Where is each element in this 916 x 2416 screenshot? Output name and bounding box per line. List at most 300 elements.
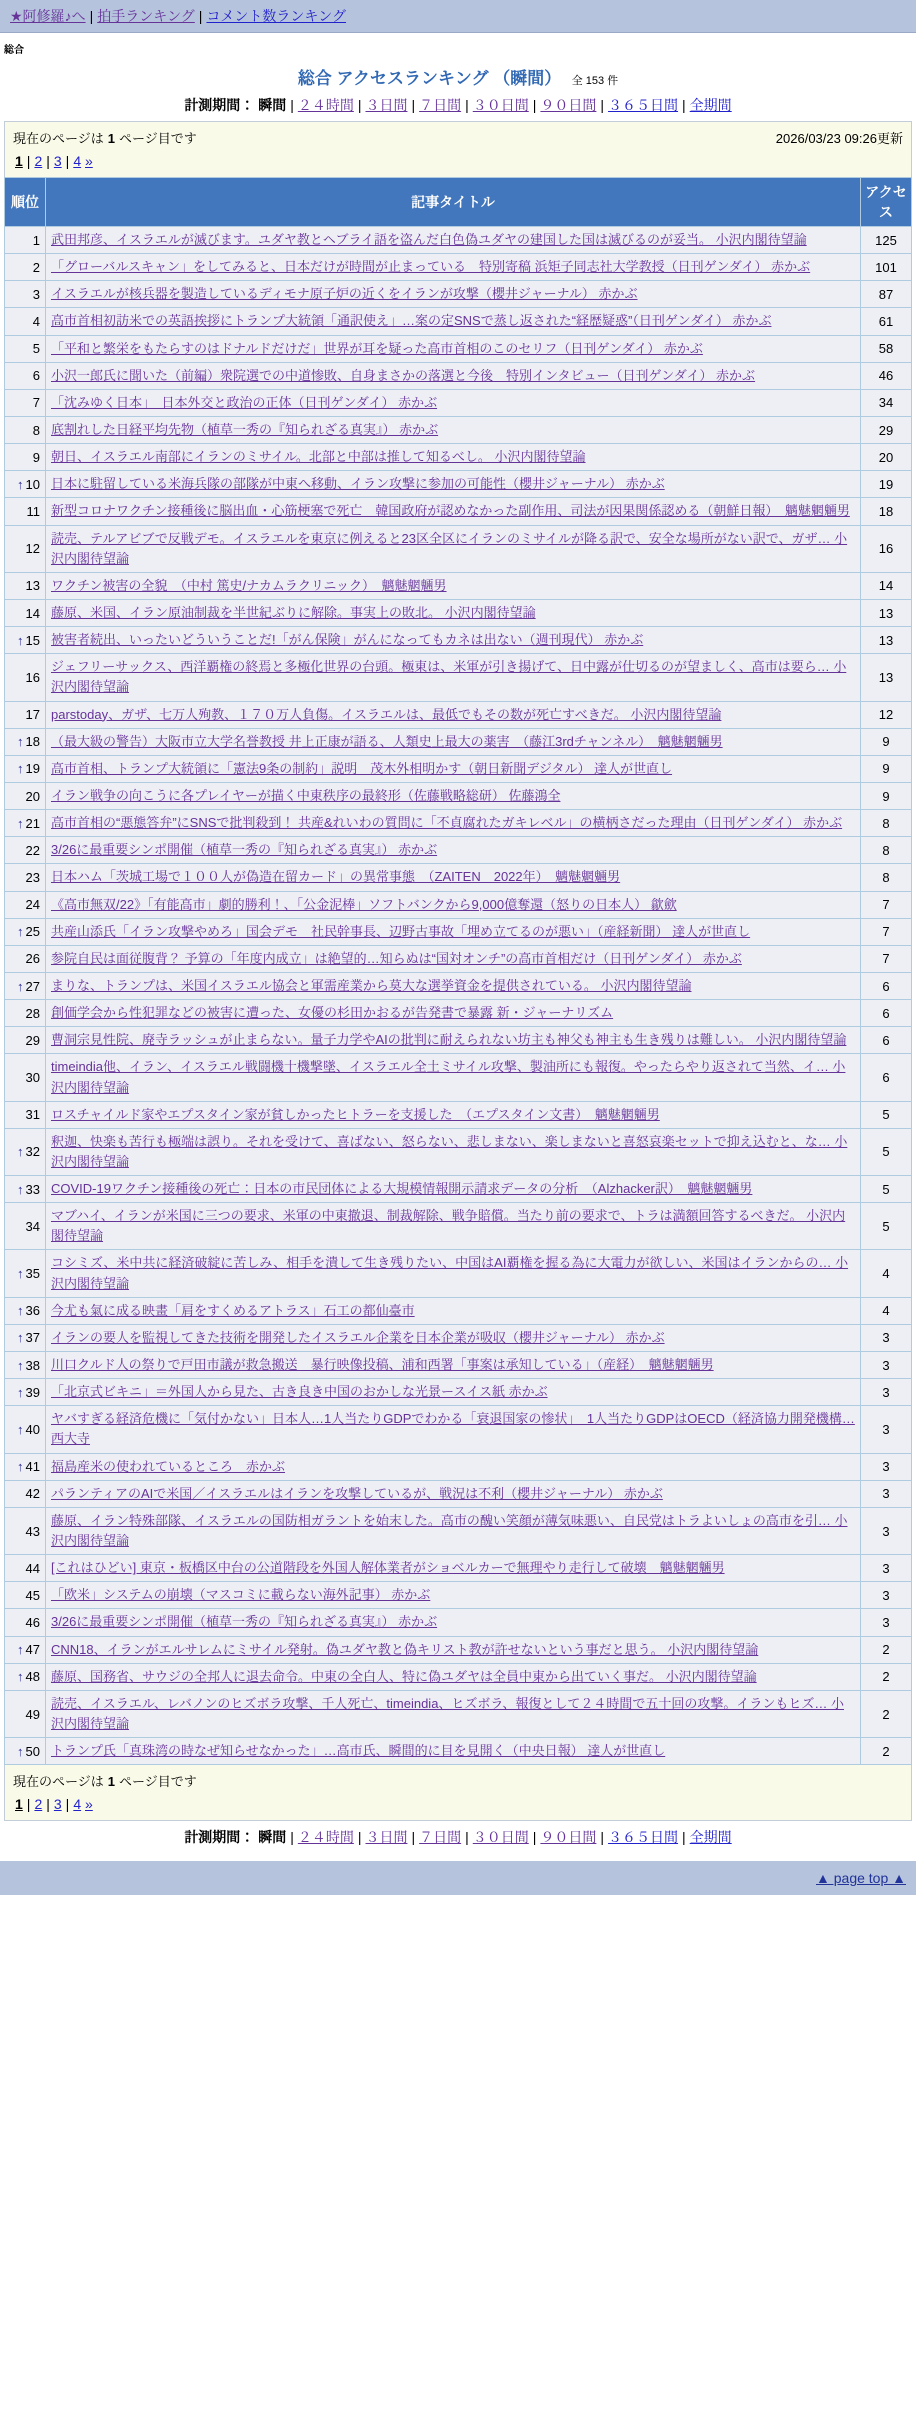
article-link[interactable]: 読売、イスラエル、レバノンのヒズボラ攻撃、千人死亡、timeindia、ヒズボラ、報復として２４時間で五十回の攻撃。イランもヒズ… 小沢内閣待望論: [51, 1695, 844, 1732]
table-row: [5, 1406, 912, 1453]
title-cell: [46, 810, 861, 837]
table-row: [5, 599, 912, 626]
page-title: [0, 58, 916, 91]
category-label: 総合: [4, 45, 24, 56]
rank-number: 39: [25, 1384, 40, 1400]
access-count: 4: [861, 1297, 912, 1324]
article-link[interactable]: まりな、トランプは、米国イスラエル協会と軍需産業から莫大な選挙資金を提供されている。 小沢内閣待望論: [51, 977, 692, 993]
separator: |: [290, 1829, 294, 1846]
access-count: 5: [861, 1203, 912, 1250]
period-link[interactable]: ２４時間: [297, 97, 354, 113]
article-link[interactable]: timeindia他、イラン、イスラエル戦闘機十機撃墜、イスラエル全土ミサイル攻撃、製油所にも報復。やったらやり返されて当然、イ… 小沢内閣待望論: [51, 1059, 846, 1095]
rank-cell: [5, 1636, 46, 1663]
table-row: [5, 1663, 912, 1690]
title-cell: [46, 654, 861, 701]
page-link[interactable]: 3: [53, 153, 62, 169]
article-link[interactable]: トランプ氏「真珠湾の時なぜ知らせなかった」…高市氏、瞬間的に目を見開く（中央日報） 達人が世直し: [51, 1743, 666, 1759]
page-link[interactable]: 4: [73, 153, 82, 169]
table-row: [5, 227, 912, 254]
article-link[interactable]: 武田邦彦、イスラエルが滅びます。ユダヤ教とヘブライ語を盗んだ白色偽ユダヤの建国した国は滅びるのが妥当。 小沢内閣待望論: [51, 232, 807, 247]
article-link[interactable]: 3/26に最重要シンポ開催（植草一秀の『知られざる真実』） 赤かぶ: [51, 1614, 438, 1630]
article-link[interactable]: 日本に駐留している米海兵隊の部隊が中東へ移動、イラン攻撃に参加の可能性（櫻井ジャーナル） 赤かぶ: [51, 476, 665, 492]
rank-cell: [5, 1453, 46, 1480]
article-link[interactable]: イランの要人を監視してきた技術を開発したイスラエル企業を日本企業が吸収（櫻井ジャーナル） 赤かぶ: [51, 1329, 665, 1345]
rank-up-icon: ↑: [17, 761, 24, 777]
title-cell: [46, 498, 861, 525]
title-cell: [46, 755, 861, 782]
article-link[interactable]: COVID-19ワクチン接種後の死亡：日本の市民団体による大規模情報開示請求データの分析 （Alzhacker訳） 魑魅魍魎男: [51, 1181, 753, 1197]
separator: |: [682, 97, 686, 113]
title-cell: [46, 1128, 861, 1175]
article-link[interactable]: 小沢一郎氏に聞いた（前編）衆院選での中道惨敗、自身まさかの落選と今後 特別インタビュー（日刊ゲンダイ） 赤かぶ: [51, 367, 756, 383]
table-row: [5, 945, 912, 972]
separator: |: [600, 97, 605, 113]
rank-number: 23: [25, 869, 40, 885]
access-count: 2: [861, 1663, 912, 1690]
table-row: [5, 308, 912, 335]
period-link[interactable]: ２４時間: [297, 1829, 354, 1846]
access-count: 9: [861, 755, 912, 782]
table-row: [5, 1555, 912, 1582]
period-link[interactable]: ３６５日間: [608, 1829, 679, 1846]
rank-cell: [5, 227, 46, 254]
separator: |: [46, 153, 50, 169]
rank-cell: [5, 1054, 46, 1101]
rank-number: 4: [32, 313, 40, 329]
rank-number: 13: [25, 578, 40, 594]
rank-cell: [5, 1297, 46, 1324]
table-row: [5, 627, 912, 654]
separator: |: [26, 153, 31, 169]
title-cell: [46, 599, 861, 626]
title-cell: [46, 918, 861, 945]
article-link[interactable]: CNN18、イランがエルサレムにミサイル発射。偽ユダヤ教と偽キリスト教が許せないという事だと思う。 小沢内閣待望論: [51, 1641, 759, 1657]
rank-number: 17: [25, 707, 40, 723]
article-link[interactable]: 藤原、イラン特殊部隊、イスラエルの国防相ガラントを始末した。高市の醜い笑顔が薄気味悪い、自民党はトラよいしょの高市を引… 小沢内閣待望論: [51, 1512, 848, 1549]
access-count: 7: [861, 945, 912, 972]
rank-cell: [5, 654, 46, 701]
rank-cell: [5, 1324, 46, 1351]
title-cell: [46, 308, 861, 335]
article-link[interactable]: （最大級の警告）大阪市立大学名誉教授 井上正康が語る、人類史上最大の薬害 （藤江3rdチャンネル） 魑魅魍魎男: [51, 733, 723, 749]
article-link[interactable]: 読売、テルアビブで反戦デモ。イスラエルを東京に例えると23区全区にイランのミサイルが降る訳で、安全な場所がない訳で、ガザ… 小沢内閣待望論: [51, 530, 848, 566]
page-title-text: 総合 アクセスランキング （瞬間）: [297, 69, 562, 88]
rank-number: 6: [32, 368, 40, 384]
article-link[interactable]: 高市首相の“悪態答弁”にSNSで批判殺到！ 共産&れいわの質問に「不貞腐れたガキレベル」の横柄さだった理由（日刊ゲンダイ） 赤かぶ: [51, 815, 843, 831]
access-count: 3: [861, 1609, 912, 1636]
rank-cell: [5, 782, 46, 809]
period-label: 計測期間：: [184, 97, 255, 113]
rank-number: 26: [25, 951, 40, 967]
title-cell: [46, 1555, 861, 1582]
title-cell: [46, 891, 861, 918]
rank-cell: [5, 728, 46, 755]
rank-cell: [5, 1352, 46, 1379]
article-link[interactable]: 新型コロナワクチン接種後に脳出血・心筋梗塞で死亡 韓国政府が認めなかった副作用、司法が因果関係認める（朝鮮日報） 魑魅魍魎男: [51, 503, 850, 519]
access-count: 6: [861, 1027, 912, 1054]
title-cell: [46, 1636, 861, 1663]
rank-cell: [5, 335, 46, 362]
access-count: 5: [861, 1176, 912, 1203]
title-cell: [46, 1054, 861, 1101]
article-link[interactable]: 被害者続出、いったいどういうことだ!「がん保険」がんになってもカネは出ない（週刊現代） 赤かぶ: [51, 632, 644, 648]
title-cell: [46, 416, 861, 443]
rank-number: 31: [25, 1107, 40, 1123]
rank-cell: [5, 1582, 46, 1609]
rank-cell: [5, 1000, 46, 1027]
article-link[interactable]: 高市首相初訪米での英語挨拶にトランプ大統領「通訳使え」…案の定SNSで蒸し返された“経歴疑惑”（日刊ゲンダイ） 赤かぶ: [51, 313, 772, 329]
separator: |: [532, 1829, 537, 1846]
current-page-number: 1: [107, 1774, 115, 1790]
page-link[interactable]: 4: [73, 1796, 82, 1813]
period-link[interactable]: ３日間: [365, 97, 408, 113]
rank-up-icon: ↑: [17, 1181, 24, 1197]
article-link[interactable]: [これはひどい] 東京・板橋区中台の公道階段を外国人解体業者がショベルカーで無理やり走行して破壊 魑魅魍魎男: [51, 1560, 725, 1576]
title-cell: [46, 362, 861, 389]
table-row: [5, 1297, 912, 1324]
period-link[interactable]: ９０日間: [540, 97, 597, 113]
rank-number: 30: [25, 1070, 40, 1085]
article-link[interactable]: 「欧米」システムの崩壊（マスコミに載らない海外記事） 赤かぶ: [51, 1587, 431, 1603]
top-nav-link[interactable]: コメント数ランキング: [206, 8, 347, 24]
rank-cell: [5, 1738, 46, 1765]
access-count: 2: [861, 1690, 912, 1737]
page-link[interactable]: 2: [34, 1796, 43, 1813]
pagination-top: [13, 147, 903, 173]
access-count: 8: [861, 837, 912, 864]
rank-cell: [5, 1203, 46, 1250]
access-count: 61: [861, 308, 912, 335]
table-row: [5, 362, 912, 389]
rank-number: 33: [25, 1181, 40, 1197]
title-cell: [46, 1690, 861, 1737]
table-row: [5, 471, 912, 498]
article-link[interactable]: 福島産米の使われているところ 赤かぶ: [51, 1458, 286, 1474]
top-nav-bar: [0, 0, 916, 33]
rank-number: 50: [25, 1743, 40, 1759]
rank-number: 42: [25, 1486, 40, 1502]
article-link[interactable]: 曹洞宗見性院、廃寺ラッシュが止まらない。量子力学やAIの批判に耐えられない坊主も神父も神主も生き残りは難しい。 小沢内閣待望論: [51, 1032, 847, 1048]
article-link[interactable]: マブハイ、イランが米国に三つの要求、米軍の中東撤退、制裁解除、戦争賠償。当たり前の要求で、トラは満額回答するべきだ。 小沢内閣待望論: [51, 1208, 846, 1244]
title-cell: [46, 1027, 861, 1054]
rank-cell: [5, 1176, 46, 1203]
page-link[interactable]: 2: [34, 153, 43, 169]
access-count: 125: [861, 227, 912, 254]
access-count: 2: [861, 1636, 912, 1663]
pagination-bottom: [13, 1790, 903, 1816]
title-cell: [46, 1101, 861, 1128]
table-row: [5, 1507, 912, 1554]
table-row: [5, 281, 912, 308]
separator: |: [357, 97, 362, 113]
separator: |: [290, 97, 294, 113]
table-row: [5, 1609, 912, 1636]
separator: |: [198, 8, 203, 24]
rank-cell: [5, 1555, 46, 1582]
rank-number: 9: [32, 449, 40, 465]
title-cell: [46, 1297, 861, 1324]
current-page-suffix: ページ目です: [118, 131, 197, 146]
rank-number: 15: [25, 632, 40, 648]
rank-cell: [5, 444, 46, 471]
separator: |: [682, 1829, 686, 1846]
table-row: [5, 1027, 912, 1054]
title-column-header: 記事タイトル: [46, 178, 861, 227]
rank-cell: [5, 755, 46, 782]
article-link[interactable]: 「グローバルスキャン」をしてみると、日本だけが時間が止まっている 特別寄稿 浜矩子同志社大学教授（日刊ゲンダイ） 赤かぶ: [51, 259, 811, 275]
access-count: 12: [861, 701, 912, 728]
rank-cell: [5, 525, 46, 572]
article-link[interactable]: 創価学会から性犯罪などの被害に遭った、女優の杉田かおるが告発書で暴露 新・ジャーナリズム: [51, 1005, 614, 1021]
total-count: 全 153 件: [571, 75, 619, 87]
current-page-prefix: 現在のページは: [13, 1774, 104, 1790]
access-count: 13: [861, 627, 912, 654]
page-top-link[interactable]: ▲ page top ▲: [816, 1870, 906, 1887]
table-row: [5, 701, 912, 728]
table-row: [5, 498, 912, 525]
rank-number: 49: [25, 1706, 40, 1722]
access-count: 87: [861, 281, 912, 308]
title-cell: [46, 945, 861, 972]
rank-cell: [5, 416, 46, 443]
top-links: [10, 8, 346, 24]
title-cell: [46, 281, 861, 308]
table-row: [5, 782, 912, 809]
page-top-bar: [0, 1861, 916, 1895]
title-cell: [46, 444, 861, 471]
access-count: 3: [861, 1324, 912, 1351]
rank-up-icon: ↑: [17, 1384, 24, 1400]
rank-number: 1: [32, 232, 40, 248]
rank-up-icon: ↑: [17, 1144, 24, 1160]
article-link[interactable]: parstoday、ガザ、七万人殉教、１７０万人負傷。イスラエルは、最低でもその数が死亡すべきだ。 小沢内閣待望論: [51, 706, 722, 722]
rank-cell: [5, 1507, 46, 1554]
table-row: [5, 1250, 912, 1297]
table-row: [5, 1324, 912, 1351]
access-count: 101: [861, 254, 912, 281]
article-link[interactable]: コシミズ、米中共に経済破綻に苦しみ、相手を潰して生き残りたい、中国はAI覇権を握る為に大電力が欲しい、米国はイランからの… 小沢内閣待望論: [51, 1255, 849, 1291]
title-cell: [46, 782, 861, 809]
table-row: [5, 654, 912, 701]
period-label: 計測期間：: [184, 1829, 255, 1846]
title-cell: [46, 389, 861, 416]
rank-cell: [5, 599, 46, 626]
access-count: 3: [861, 1352, 912, 1379]
table-row: [5, 728, 912, 755]
title-cell: [46, 1609, 861, 1636]
article-link[interactable]: 「沈みゆく日本」 日本外交と政治の正体（日刊ゲンダイ） 赤かぶ: [51, 394, 438, 410]
article-link[interactable]: 朝日、イスラエル南部にイランのミサイル。北部と中部は推して知るべし。 小沢内閣待望論: [51, 449, 586, 465]
table-row: [5, 1054, 912, 1101]
rank-up-icon: ↑: [17, 1743, 24, 1759]
access-count: 2: [861, 1738, 912, 1765]
rank-number: 37: [25, 1330, 40, 1346]
rank-number: 47: [25, 1642, 40, 1658]
table-row: [5, 389, 912, 416]
rank-cell: [5, 810, 46, 837]
title-cell: [46, 335, 861, 362]
article-link[interactable]: ロスチャイルド家やエプスタイン家が貧しかったヒトラーを支援した （エプスタイン文書） 魑魅魍魎男: [51, 1106, 660, 1122]
period-link[interactable]: ９０日間: [540, 1829, 597, 1846]
table-row: [5, 1738, 912, 1765]
separator: |: [65, 153, 70, 169]
separator: |: [532, 97, 537, 113]
period-link[interactable]: 全期間: [689, 97, 732, 113]
rank-number: 22: [25, 842, 40, 858]
rank-up-icon: ↑: [17, 1642, 24, 1658]
separator: |: [89, 8, 94, 24]
top-nav-link[interactable]: 拍手ランキング: [97, 8, 195, 24]
period-current: 瞬間: [258, 97, 287, 113]
rank-up-icon: ↑: [17, 1669, 24, 1685]
period-link[interactable]: ３０日間: [472, 97, 529, 113]
access-count: 6: [861, 972, 912, 999]
separator: |: [600, 1829, 605, 1846]
title-cell: [46, 1406, 861, 1453]
title-cell: [46, 1663, 861, 1690]
rank-number: 24: [25, 897, 40, 913]
access-count: 58: [861, 335, 912, 362]
title-cell: [46, 1203, 861, 1250]
current-page-suffix: ページ目です: [118, 1774, 197, 1790]
rank-up-icon: ↑: [17, 1330, 24, 1346]
period-link[interactable]: ３０日間: [472, 1829, 529, 1846]
access-count: 9: [861, 782, 912, 809]
separator: |: [465, 97, 469, 113]
access-count: 4: [861, 1250, 912, 1297]
rank-number: 8: [32, 422, 40, 438]
rank-up-icon: ↑: [17, 978, 24, 994]
period-link[interactable]: ７日間: [419, 97, 462, 113]
period-link[interactable]: ３日間: [365, 1829, 408, 1846]
table-row: [5, 918, 912, 945]
title-cell: [46, 864, 861, 891]
rank-number: 12: [25, 541, 40, 557]
table-row: [5, 444, 912, 471]
title-cell: [46, 972, 861, 999]
rank-cell: [5, 627, 46, 654]
table-row: [5, 1352, 912, 1379]
separator: |: [26, 1796, 31, 1813]
rank-cell: [5, 918, 46, 945]
table-row: [5, 1000, 912, 1027]
article-link[interactable]: 《高市無双/22》「有能高市」劇的勝利！、「公金泥棒」ソフトバンクから9,000億奪還（怒りの日本人） 歙歛: [51, 896, 677, 912]
rank-number: 36: [25, 1303, 40, 1319]
article-link[interactable]: ジェフリーサックス、西洋覇権の終焉と多極化世界の台頭。極東は、米軍が引き揚げて、日中露が仕切るのが望ましく、高市は要ら… 小沢内閣待望論: [51, 659, 847, 695]
page-info-box-top: [4, 121, 912, 177]
access-count: 34: [861, 389, 912, 416]
next-page-link[interactable]: »: [85, 1796, 93, 1813]
article-link[interactable]: 釈迦、快楽も苦行も極端は誤り。それを受けて、喜ばない、怒らない、悲しまない、楽しまないと喜怒哀楽セットで抑え込むと、な… 小沢内閣待望論: [51, 1133, 848, 1169]
article-link[interactable]: イスラエルが核兵器を製造しているディモナ原子炉の近くをイランが攻撃（櫻井ジャーナル） 赤かぶ: [51, 286, 638, 302]
table-row: [5, 525, 912, 572]
rank-number: 28: [25, 1005, 40, 1021]
article-link[interactable]: 底割れした日経平均先物（植草一秀の『知られざる真実』） 赤かぶ: [51, 421, 439, 437]
title-cell: [46, 1250, 861, 1297]
table-header-row: [5, 178, 912, 227]
table-row: [5, 1480, 912, 1507]
period-nav-bottom: [0, 1821, 916, 1849]
article-link[interactable]: 参院自民は面従腹背？ 予算の「年度内成立」は絶望的…知らぬは“国対オンチ”の高市首相だけ（日刊ゲンダイ） 赤かぶ: [51, 950, 742, 966]
separator: |: [411, 1829, 416, 1846]
article-link[interactable]: 今尤も氣に成る映畫「肩をすくめるアトラス」石工の都仙臺市: [51, 1302, 415, 1318]
access-count: 3: [861, 1582, 912, 1609]
article-link[interactable]: 「平和と繁栄をもたらすのはドナルドだけだ」世界が耳を疑った高市首相のこのセリフ（日刊ゲンダイ） 赤かぶ: [51, 340, 703, 356]
access-count: 8: [861, 864, 912, 891]
rank-number: 45: [25, 1587, 40, 1603]
article-link[interactable]: イラン戦争の向こうに各プレイヤーが描く中東秩序の最終形（佐藤戦略総研） 佐藤鴻全: [51, 787, 561, 803]
rank-number: 46: [25, 1615, 40, 1631]
title-cell: [46, 1379, 861, 1406]
access-count: 19: [861, 471, 912, 498]
top-nav-link[interactable]: ★阿修羅♪へ: [10, 8, 86, 24]
page-link[interactable]: 3: [53, 1796, 62, 1813]
period-link[interactable]: ７日間: [419, 1829, 462, 1846]
rank-number: 29: [25, 1032, 40, 1048]
rank-cell: [5, 1250, 46, 1297]
rank-number: 7: [32, 395, 40, 411]
rank-cell: [5, 1101, 46, 1128]
article-link[interactable]: 共産山添氏「イラン攻撃やめろ」国会デモ 社民幹事長、辺野古事故「埋め立てるのが悪い」（産経新聞） 達人が世直し: [51, 923, 751, 939]
rank-up-icon: ↑: [17, 924, 24, 940]
period-current: 瞬間: [258, 1829, 287, 1846]
rank-cell: [5, 308, 46, 335]
current-page-text: [13, 1771, 197, 1790]
access-count: 16: [861, 525, 912, 572]
rank-cell: [5, 1406, 46, 1453]
rank-number: 43: [25, 1523, 40, 1539]
title-cell: [46, 1176, 861, 1203]
table-row: [5, 972, 912, 999]
rank-number: 38: [25, 1357, 40, 1373]
article-link[interactable]: 藤原、米国、イラン原油制裁を半世紀ぶりに解除。事実上の敗北。 小沢内閣待望論: [51, 604, 536, 620]
article-link[interactable]: 高市首相、トランプ大統領に「憲法9条の制約」説明 茂木外相明かす（朝日新聞デジタル） 達人が世直し: [51, 760, 673, 776]
period-link[interactable]: 全期間: [689, 1829, 732, 1846]
access-count: 5: [861, 1101, 912, 1128]
rank-number: 48: [25, 1669, 40, 1685]
current-page-number: 1: [107, 131, 115, 146]
table-row: [5, 572, 912, 599]
title-cell: [46, 1352, 861, 1379]
article-link[interactable]: 川口クルド人の祭りで戸田市議が救急搬送 暴行映像投稿、浦和西署「事案は承知している」（産経） 魑魅魍魎男: [51, 1357, 714, 1373]
rank-number: 27: [25, 978, 40, 994]
table-row: [5, 1582, 912, 1609]
article-link[interactable]: 3/26に最重要シンポ開催（植草一秀の『知られざる真実』） 赤かぶ: [51, 842, 438, 858]
table-row: [5, 1636, 912, 1663]
title-cell: [46, 627, 861, 654]
rank-number: 44: [25, 1560, 40, 1576]
rank-up-icon: ↑: [17, 632, 24, 648]
access-count: 3: [861, 1507, 912, 1554]
title-cell: [46, 1507, 861, 1554]
rank-cell: [5, 1663, 46, 1690]
separator: |: [46, 1796, 50, 1813]
separator: |: [465, 1829, 469, 1846]
next-page-link[interactable]: »: [85, 153, 93, 169]
article-link[interactable]: ヤバすぎる経済危機に「気付かない」日本人…1人当たりGDPでわかる「衰退国家の惨状」 1人当たりGDPはOECD（経済協力開発機構… 西大寺: [51, 1411, 855, 1447]
period-link[interactable]: ３６５日間: [608, 97, 679, 113]
title-cell: [46, 572, 861, 599]
article-link[interactable]: 日本ハム「茨城工場で１００人が偽造在留カード」の異常事態 （ZAITEN 2022年） 魑魅魍魎男: [51, 869, 621, 885]
article-link[interactable]: ワクチン被害の全貌 （中村 篤史/ナカムラクリニック） 魑魅魍魎男: [51, 577, 447, 593]
table-row: [5, 1453, 912, 1480]
article-link[interactable]: パランティアのAIで米国／イスラエルはイランを攻撃しているが、戦況は不利（櫻井ジャーナル） 赤かぶ: [51, 1485, 663, 1501]
title-cell: [46, 837, 861, 864]
article-link[interactable]: 「北京式ビキニ」＝外国人から見た、古き良き中国のおかしな光景ースイス紙 赤かぶ: [51, 1384, 548, 1400]
access-count: 29: [861, 416, 912, 443]
title-cell: [46, 471, 861, 498]
article-link[interactable]: 藤原、国務省、サウジの全邦人に退去命令。中東の全白人、特に偽ユダヤは全員中東から出ていく事だ。 小沢内閣待望論: [51, 1668, 757, 1684]
